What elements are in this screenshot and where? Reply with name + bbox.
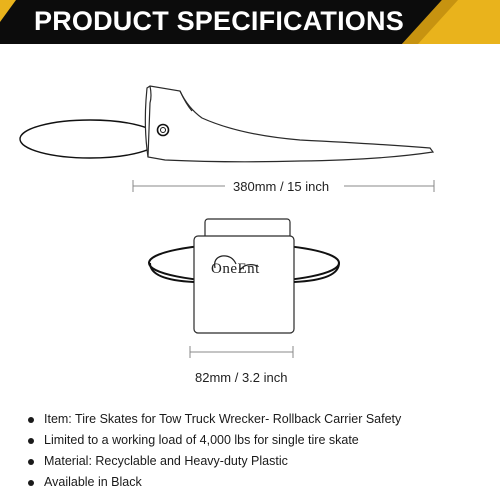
feature-item — [28, 409, 401, 430]
feature-item — [28, 430, 401, 451]
feature-item — [28, 451, 401, 472]
bullet-icon — [28, 417, 34, 423]
feature-item — [28, 472, 401, 493]
side-view-bolt — [158, 125, 169, 136]
width-dimension-label: 82mm / 3.2 inch — [195, 370, 288, 385]
side-view — [20, 86, 433, 162]
feature-text: Material: Recyclable and Heavy-duty Plastic — [44, 454, 288, 468]
feature-text: Limited to a working load of 4,000 lbs for single tire skate — [44, 433, 359, 447]
length-dimension-label: 380mm / 15 inch — [233, 179, 330, 194]
width-dimension — [190, 346, 293, 358]
feature-list — [28, 409, 401, 493]
feature-text: Available in Black — [44, 475, 142, 489]
brand-logo-text: OneEnt — [211, 261, 260, 277]
side-view-strap — [20, 120, 160, 158]
bullet-icon — [28, 438, 34, 444]
page-title: PRODUCT SPECIFICATIONS — [34, 6, 404, 36]
bullet-icon — [28, 480, 34, 486]
bullet-icon — [28, 459, 34, 465]
top-view-body — [194, 236, 294, 333]
side-view-body — [145, 86, 433, 162]
feature-text: Item: Tire Skates for Tow Truck Wrecker- Rollback Carrier Safety — [44, 412, 402, 426]
